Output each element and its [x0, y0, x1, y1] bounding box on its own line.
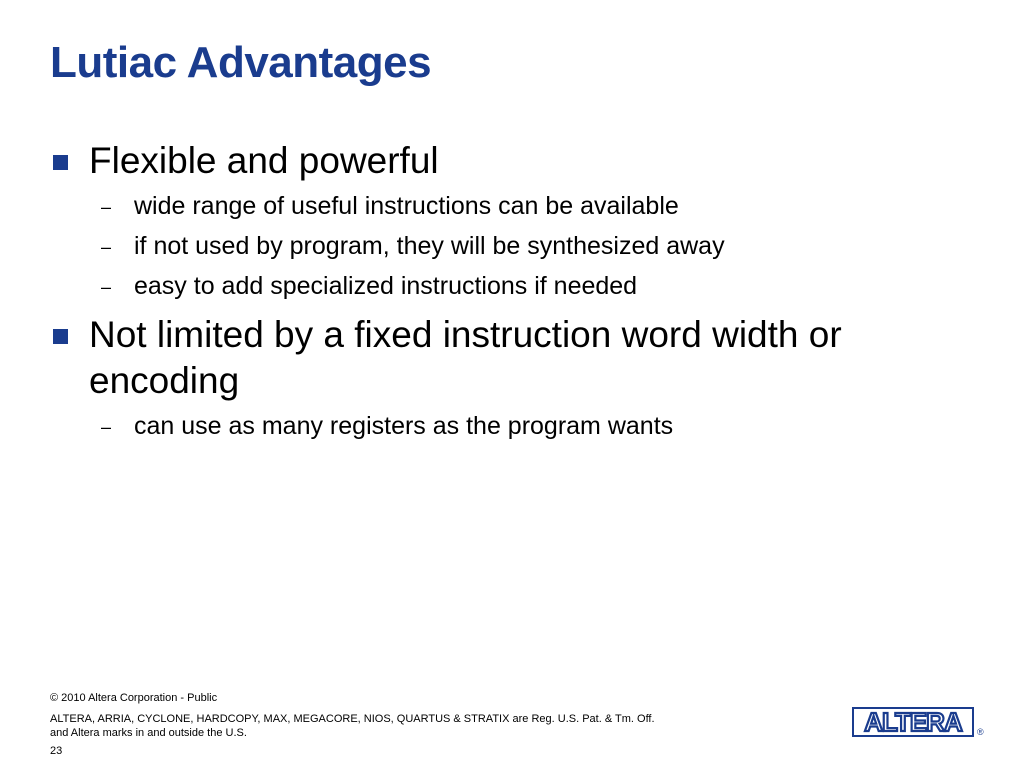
sub-bullet-text: easy to add specialized instructions if needed [134, 272, 638, 300]
registered-mark-icon: ® [977, 727, 984, 737]
altera-logo-text: ALTERA [864, 707, 962, 737]
dash-icon: – [101, 277, 112, 297]
dash-icon: – [101, 197, 112, 217]
sub-bullet-item [50, 186, 950, 226]
altera-logo [852, 706, 986, 738]
sub-bullet-item [50, 226, 950, 266]
square-bullet-icon [53, 155, 68, 170]
dash-icon: – [101, 417, 112, 437]
dash-icon: – [101, 237, 112, 257]
footer-legal [50, 712, 750, 740]
sub-bullet-item [50, 406, 950, 446]
footer-legal-line: ALTERA, ARRIA, CYCLONE, HARDCOPY, MAX, MEGACORE, NIOS, QUARTUS & STRATIX are Reg. U.S. Pat. & Tm. Off. [50, 713, 655, 725]
square-bullet-icon [53, 329, 68, 344]
slide-content [50, 138, 950, 446]
footer-legal-line: and Altera marks in and outside the U.S. [50, 727, 247, 739]
slide-title: Lutiac Advantages [50, 38, 432, 87]
page-number: 23 [50, 745, 63, 757]
sub-bullet-text: if not used by program, they will be synthesized away [134, 232, 725, 260]
bullet-text: Flexible and powerful [89, 140, 439, 181]
footer-copyright: © 2010 Altera Corporation - Public [50, 692, 218, 704]
sub-bullet-item [50, 266, 950, 306]
bullet-item [50, 312, 950, 404]
sub-bullet-text: can use as many registers as the program wants [134, 412, 674, 440]
bullet-text: Not limited by a fixed instruction word width or encoding [89, 314, 842, 401]
bullet-item [50, 138, 950, 184]
sub-bullet-text: wide range of useful instructions can be available [134, 192, 679, 220]
